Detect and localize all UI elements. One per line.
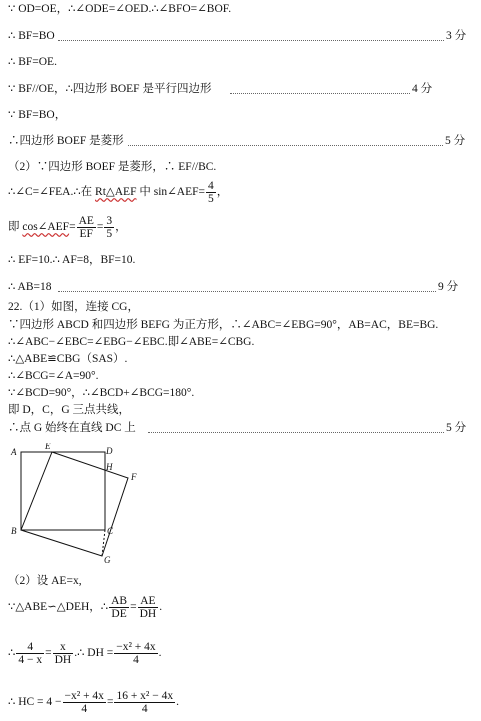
denominator: 4 [133, 654, 139, 666]
dot-leader [230, 93, 410, 94]
numerator: 4 [208, 180, 214, 192]
fraction [63, 690, 106, 715]
geometry-figure [6, 443, 146, 573]
denominator: 5 [208, 193, 214, 205]
label-a: A [11, 447, 17, 457]
numerator: 3 [106, 215, 113, 227]
fraction [114, 641, 157, 666]
denominator: DE [111, 608, 127, 620]
line-22 [8, 641, 162, 666]
score-4: 4 分 [412, 83, 433, 95]
fraction [206, 180, 216, 205]
equals: = [106, 696, 114, 709]
fraction [16, 641, 44, 666]
line-23 [8, 690, 179, 715]
numerator: x [53, 641, 74, 654]
equals: = [130, 601, 137, 614]
fraction [109, 595, 129, 620]
label-c: C [107, 526, 114, 536]
denominator: DH [139, 608, 157, 620]
denominator: 4 [81, 703, 88, 715]
text: ∴∠C=∠FEA.∴在 [8, 186, 96, 199]
label-f: F [131, 472, 137, 482]
wavy-term: cos∠AEF [22, 221, 70, 234]
line-1: ∵ OD=OE，∴∠ODE=∠OED.∴∠BFO=∠BOF. [8, 3, 232, 15]
equals: = [96, 221, 104, 234]
denominator: 4 [141, 703, 148, 715]
text: 即 [8, 221, 23, 234]
line-18: 即 D，C，G 三点共线， [8, 404, 131, 416]
line-4: ∵ BF//OE，∴四边形 BOEF 是平行四边形 [8, 83, 212, 95]
numerator: 4 [16, 641, 44, 654]
text: . [159, 601, 163, 614]
line-14: ∴∠ABC−∠EBC=∠EBG−∠EBC.即∠ABE=∠CBG. [8, 336, 255, 348]
line-8 [8, 180, 228, 205]
line-17: ∵∠BCD=90°，∴∠BCD+∠BCG=180°. [8, 387, 195, 399]
line-10: ∴ EF=10.∴ AF=8，BF=10. [8, 254, 136, 266]
square-abcd [21, 452, 105, 530]
text: . [158, 647, 162, 660]
line-6: ∴四边形 BOEF 是菱形 [8, 135, 124, 147]
text: .∴ DH = [74, 647, 114, 660]
line-5: ∵ BF=BO， [8, 109, 67, 121]
label-b: B [11, 526, 17, 536]
score-5b: 5 分 [446, 422, 467, 434]
fraction [114, 690, 175, 715]
line-2: ∴ BF=BO [8, 30, 55, 42]
label-g: G [104, 555, 111, 565]
line-11: ∴ AB=18 [8, 281, 52, 293]
score-9: 9 分 [438, 281, 459, 293]
text: ∵△ABE∽△DEH，∴ [8, 601, 109, 614]
label-e: E [45, 443, 51, 451]
dot-leader [58, 291, 436, 292]
text: . [176, 696, 179, 709]
line-19: ∴点 G 始终在直线 DC 上 [8, 422, 136, 434]
line-21 [8, 595, 162, 620]
numerator: AE [78, 215, 94, 227]
denominator: 4 − x [18, 654, 43, 666]
line-12: 22.（1）如图，连接 CG， [8, 301, 139, 313]
numerator: AB [111, 595, 128, 607]
fraction [138, 595, 159, 620]
line-15: ∴△ABE≌CBG（SAS）. [8, 353, 128, 365]
label-d: D [106, 446, 113, 456]
line-13: ∵四边形 ABCD 和四边形 BEFG 为正方形，∴∠ABC=∠EBG=90°，AB=AC，BE=BG. [8, 319, 439, 331]
numerator: AE [138, 595, 159, 608]
fraction [53, 641, 74, 666]
label-h: H [106, 462, 113, 472]
equals: = [45, 647, 52, 660]
fraction [104, 215, 114, 240]
text: 中 sin∠AEF= [136, 186, 206, 199]
denominator: 5 [106, 228, 113, 240]
line-20: （2）设 AE=x, [8, 575, 82, 587]
text: ， [216, 186, 229, 199]
line-16: ∴∠BCG=∠A=90°. [8, 370, 99, 382]
numerator: −x² + 4x [64, 690, 104, 702]
numerator: 16 + x² − 4x [116, 690, 174, 702]
text: ， [115, 221, 127, 234]
line-9 [8, 215, 127, 240]
score-5: 5 分 [445, 135, 466, 147]
line-7: （2）∵四边形 BOEF 是菱形，∴ EF//BC. [8, 161, 217, 173]
line-3: ∴ BF=OE. [8, 56, 57, 68]
dot-leader [58, 40, 444, 41]
wavy-term: Rt△AEF [95, 186, 137, 199]
dot-leader [148, 432, 444, 433]
text: ∴ [8, 647, 16, 660]
fraction [77, 215, 96, 240]
numerator: −x² + 4x [116, 641, 156, 653]
denominator: EF [79, 228, 93, 240]
score-3: 3 分 [446, 30, 467, 42]
text: ∴ HC = 4 − [8, 696, 62, 709]
denominator: DH [54, 654, 72, 666]
equals: = [69, 221, 76, 234]
dot-leader [128, 145, 443, 146]
